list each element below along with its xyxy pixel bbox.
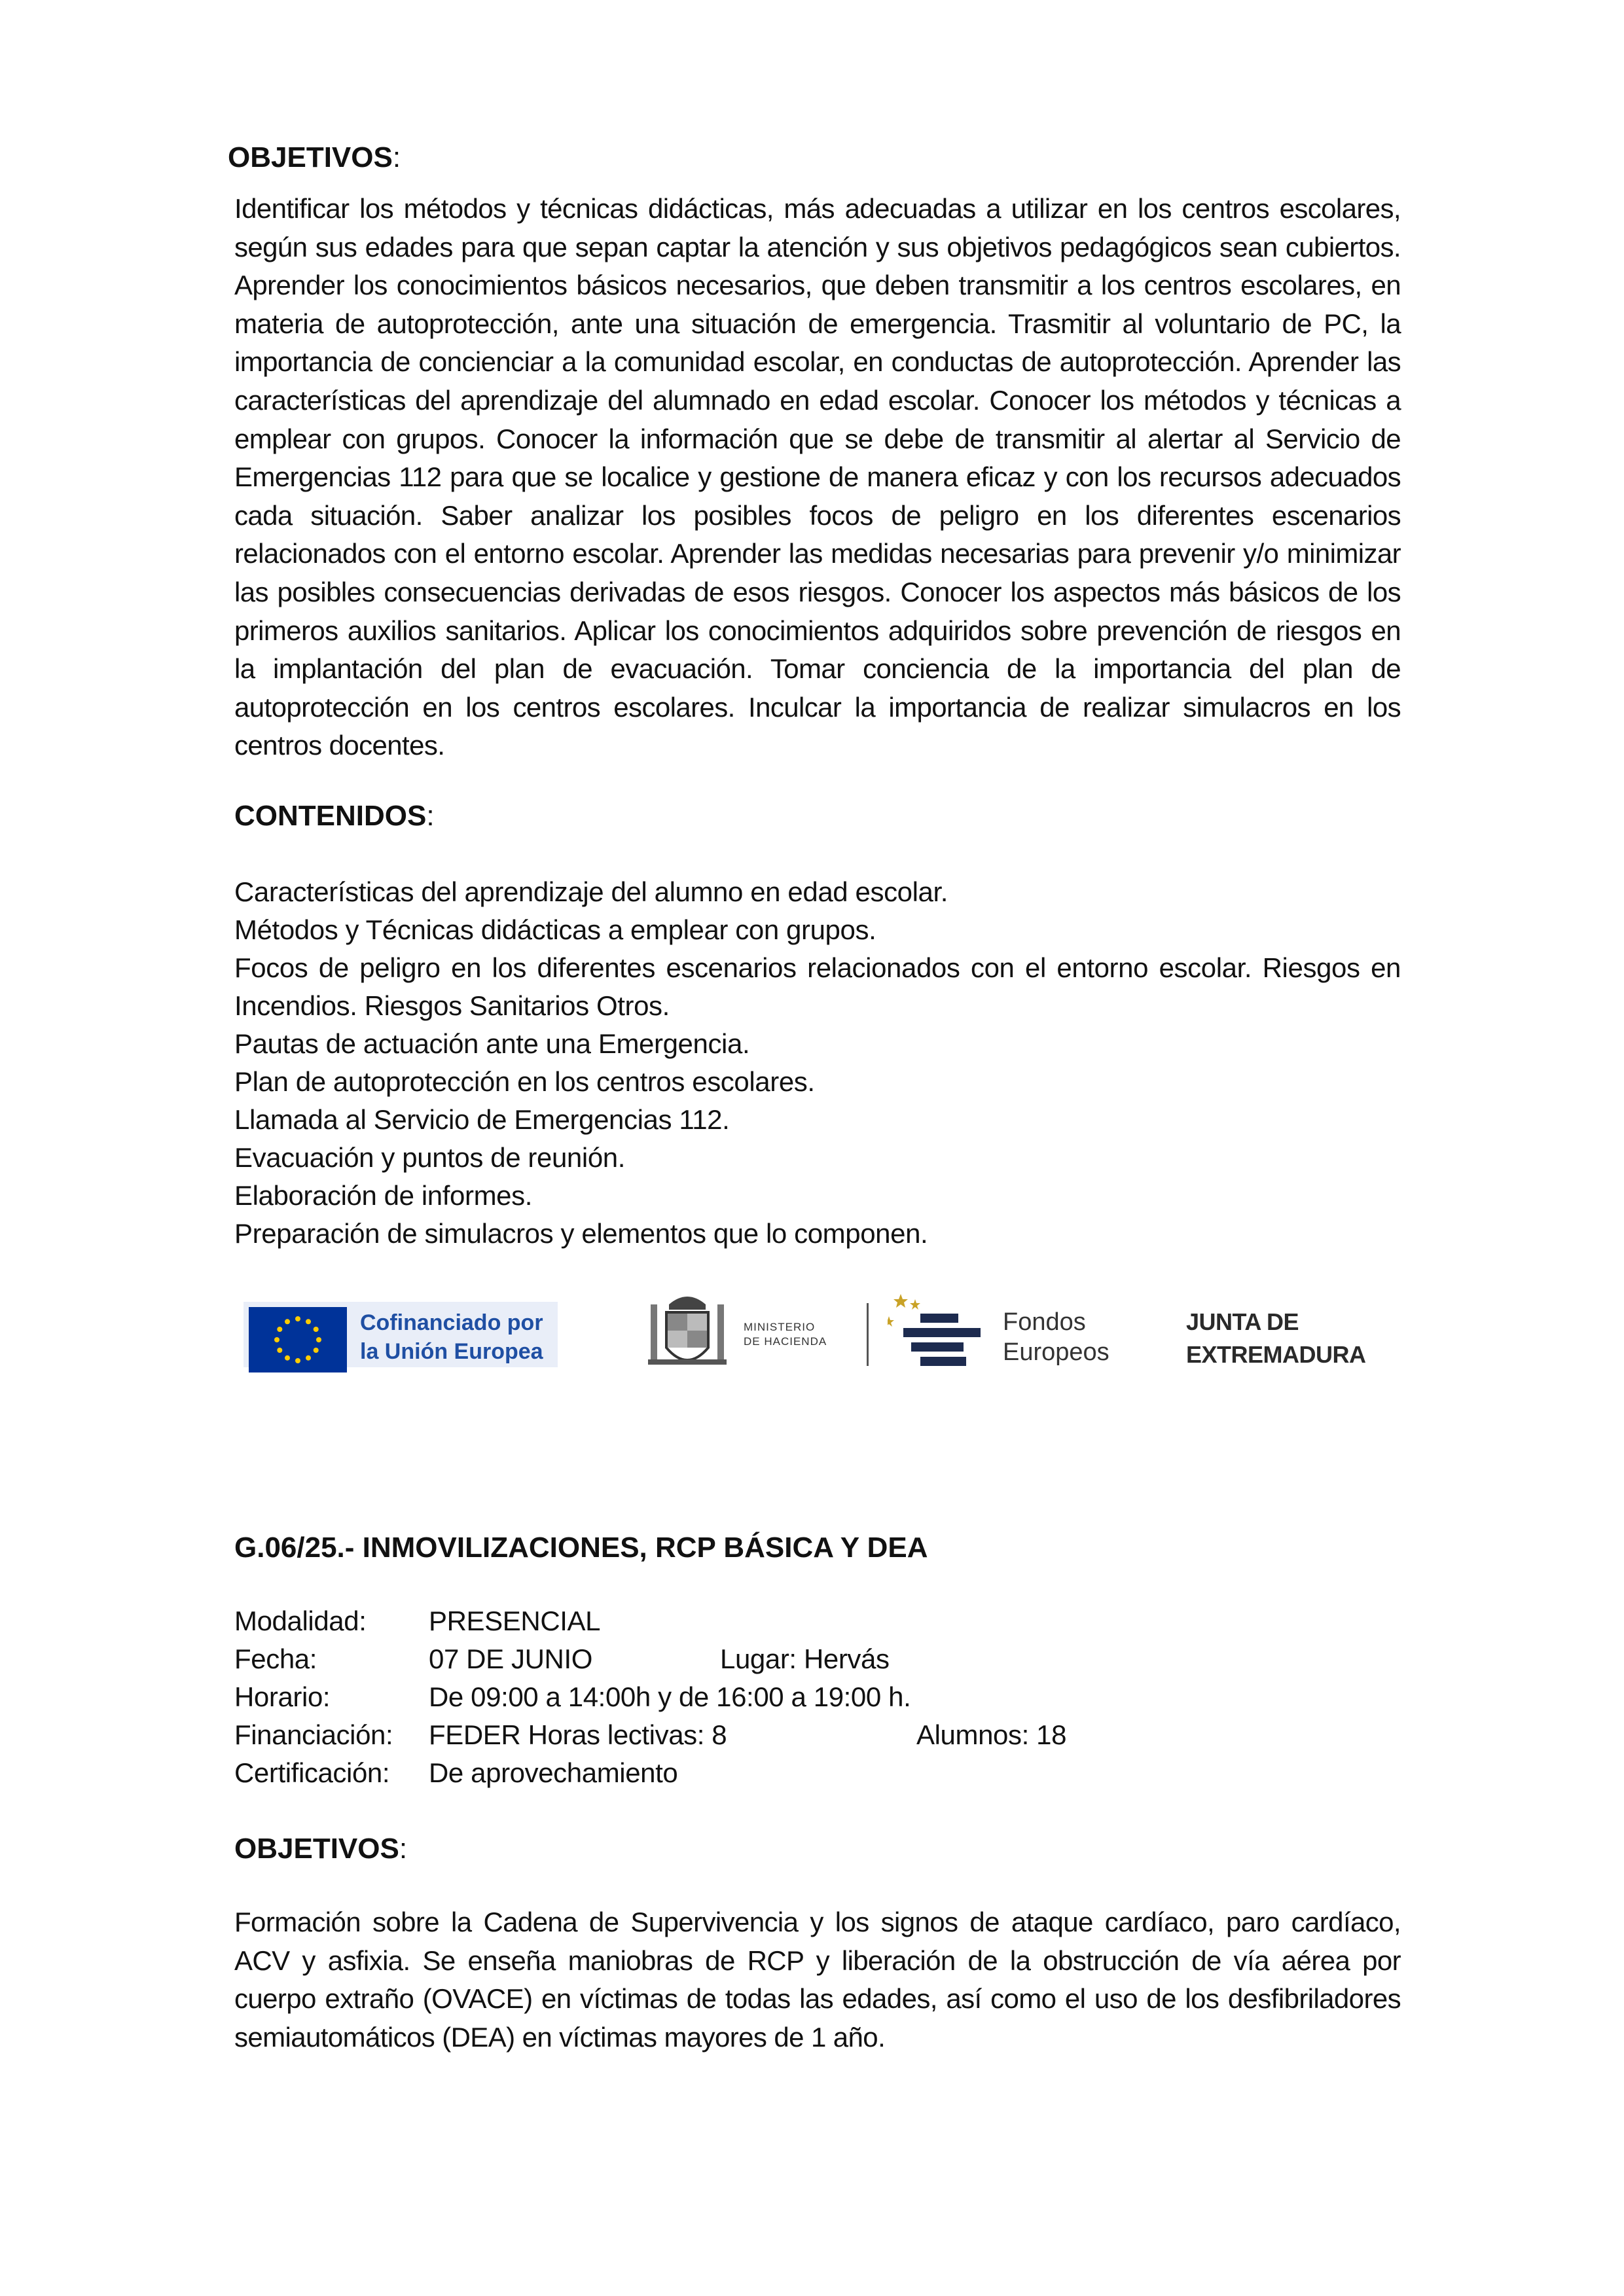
eu-flag-icon (249, 1307, 347, 1372)
contenidos-item: Pautas de actuación ante una Emergencia. (234, 1028, 750, 1059)
fecha-label: Fecha: (234, 1643, 317, 1674)
eu-star (306, 1319, 311, 1324)
contenidos-item: Métodos y Técnicas didácticas a emplear con grupos. (234, 914, 876, 945)
eu-star (277, 1348, 282, 1353)
eu-star (285, 1355, 290, 1361)
contenidos-item: Preparación de simulacros y elementos que lo componen. (234, 1218, 928, 1249)
coat-of-arms-icon (647, 1291, 728, 1375)
ministerio-hacienda-text: MINISTERIO DE HACIENDA (744, 1321, 827, 1348)
logo-divider (867, 1303, 869, 1366)
contenidos-item: Focos de peligro en los diferentes escenarios relacionados con el entorno escolar. Riesgos en Incendios. Riesgos Sanitarios Otros. (234, 952, 1401, 1021)
objetivos-paragraph: Identificar los métodos y técnicas didácticas, más adecuadas a utilizar en los centros escolares, según sus edades para que sepan captar la atención y sus objetivos pedagógicos sean cubiertos. Aprender los conocimientos básicos necesarios, que deben transmitir a los centros escolares, en materia de autoprotección, ante una situación de emergencia. Trasmitir al voluntario de PC, la importancia de concienciar a la comunidad escolar, en conductas de autoprotección. Aprender las características del aprendizaje del alumnado en edad escolar. Conocer los métodos y técnicas a emplear con grupos. Conocer la información que se debe de transmitir al alertar al Servicio de Emergencias 112 para que se localice y gestione de manera eficaz y con los recursos adecuados cada situación. Saber analizar los posibles focos de peligro en los diferentes escenarios relacionados con el entorno escolar. Aprender las medidas necesarias para prevenir y/o minimizar las posibles consecuencias derivadas de esos riesgos. Conocer los aspectos más básicos de los primeros auxilios sanitarios. Aplicar los conocimientos adquiridos sobre prevención de riesgos en la implantación del plan de evacuación. Tomar conciencia de la importancia del plan de autoprotección en los centros escolares. Inculcar la importancia de realizar simulacros en los centros docentes. (234, 193, 1401, 761)
eu-star (306, 1355, 311, 1361)
eu-star (295, 1358, 300, 1363)
eu-star (316, 1337, 321, 1342)
eu-star (314, 1348, 319, 1353)
certificacion-value: De aprovechamiento (429, 1757, 678, 1788)
fondos-europeos-text: Fondos Europeos (1003, 1308, 1110, 1366)
contenidos-list (234, 873, 1401, 1253)
contenidos-item: Evacuación y puntos de reunión. (234, 1142, 626, 1173)
contenidos-item: Características del aprendizaje del alumno en edad escolar. (234, 876, 948, 907)
eu-star (314, 1327, 319, 1332)
contenidos-item: Elaboración de informes. (234, 1180, 532, 1211)
objetivos-heading: OBJETIVOS: (228, 141, 401, 173)
contenidos-item: Plan de autoprotección en los centros escolares. (234, 1066, 815, 1097)
financiacion-value: FEDER Horas lectivas: 8 (429, 1719, 727, 1750)
eu-star (295, 1316, 300, 1321)
course-title: G.06/25.- INMOVILIZACIONES, RCP BÁSICA Y DEA (234, 1532, 928, 1564)
alumnos-value: Alumnos: 18 (916, 1719, 1067, 1750)
contenidos-item: Llamada al Servicio de Emergencias 112. (234, 1104, 730, 1135)
eu-star (274, 1337, 280, 1342)
horario-value: De 09:00 a 14:00h y de 16:00 a 19:00 h. (429, 1681, 911, 1712)
course-objetivos-paragraph: Formación sobre la Cadena de Supervivencia y los signos de ataque cardíaco, paro cardíaco, ACV y asfixia. Se enseña maniobras de RCP y liberación de la obstrucción de vía aérea por cuerpo extraño (OVACE) en víctimas de todas las edades, así como el uso de los desfibriladores semiautomáticos (DEA) en víctimas mayores de 1 año. (234, 1907, 1401, 2053)
lugar-value: Lugar: Hervás (720, 1643, 890, 1674)
fecha-value: 07 DE JUNIO (429, 1643, 592, 1674)
contenidos-heading: CONTENIDOS: (234, 800, 435, 832)
eu-star (277, 1327, 282, 1332)
modalidad-value: PRESENCIAL (429, 1605, 601, 1636)
eu-cofinanciado-logo (244, 1302, 558, 1367)
horario-label: Horario: (234, 1681, 331, 1712)
fondos-europeos-icon (888, 1293, 986, 1378)
eu-star (285, 1319, 290, 1324)
eu-text: Cofinanciado por la Unión Europea (360, 1310, 543, 1364)
financiacion-label: Financiación: (234, 1719, 393, 1750)
certificacion-label: Certificación: (234, 1757, 390, 1788)
course-objetivos-heading: OBJETIVOS: (234, 1833, 408, 1865)
modalidad-label: Modalidad: (234, 1605, 367, 1636)
junta-extremadura-logo: JUNTA DE EXTREMADURA (1186, 1308, 1366, 1368)
funding-logos (244, 1280, 1369, 1384)
